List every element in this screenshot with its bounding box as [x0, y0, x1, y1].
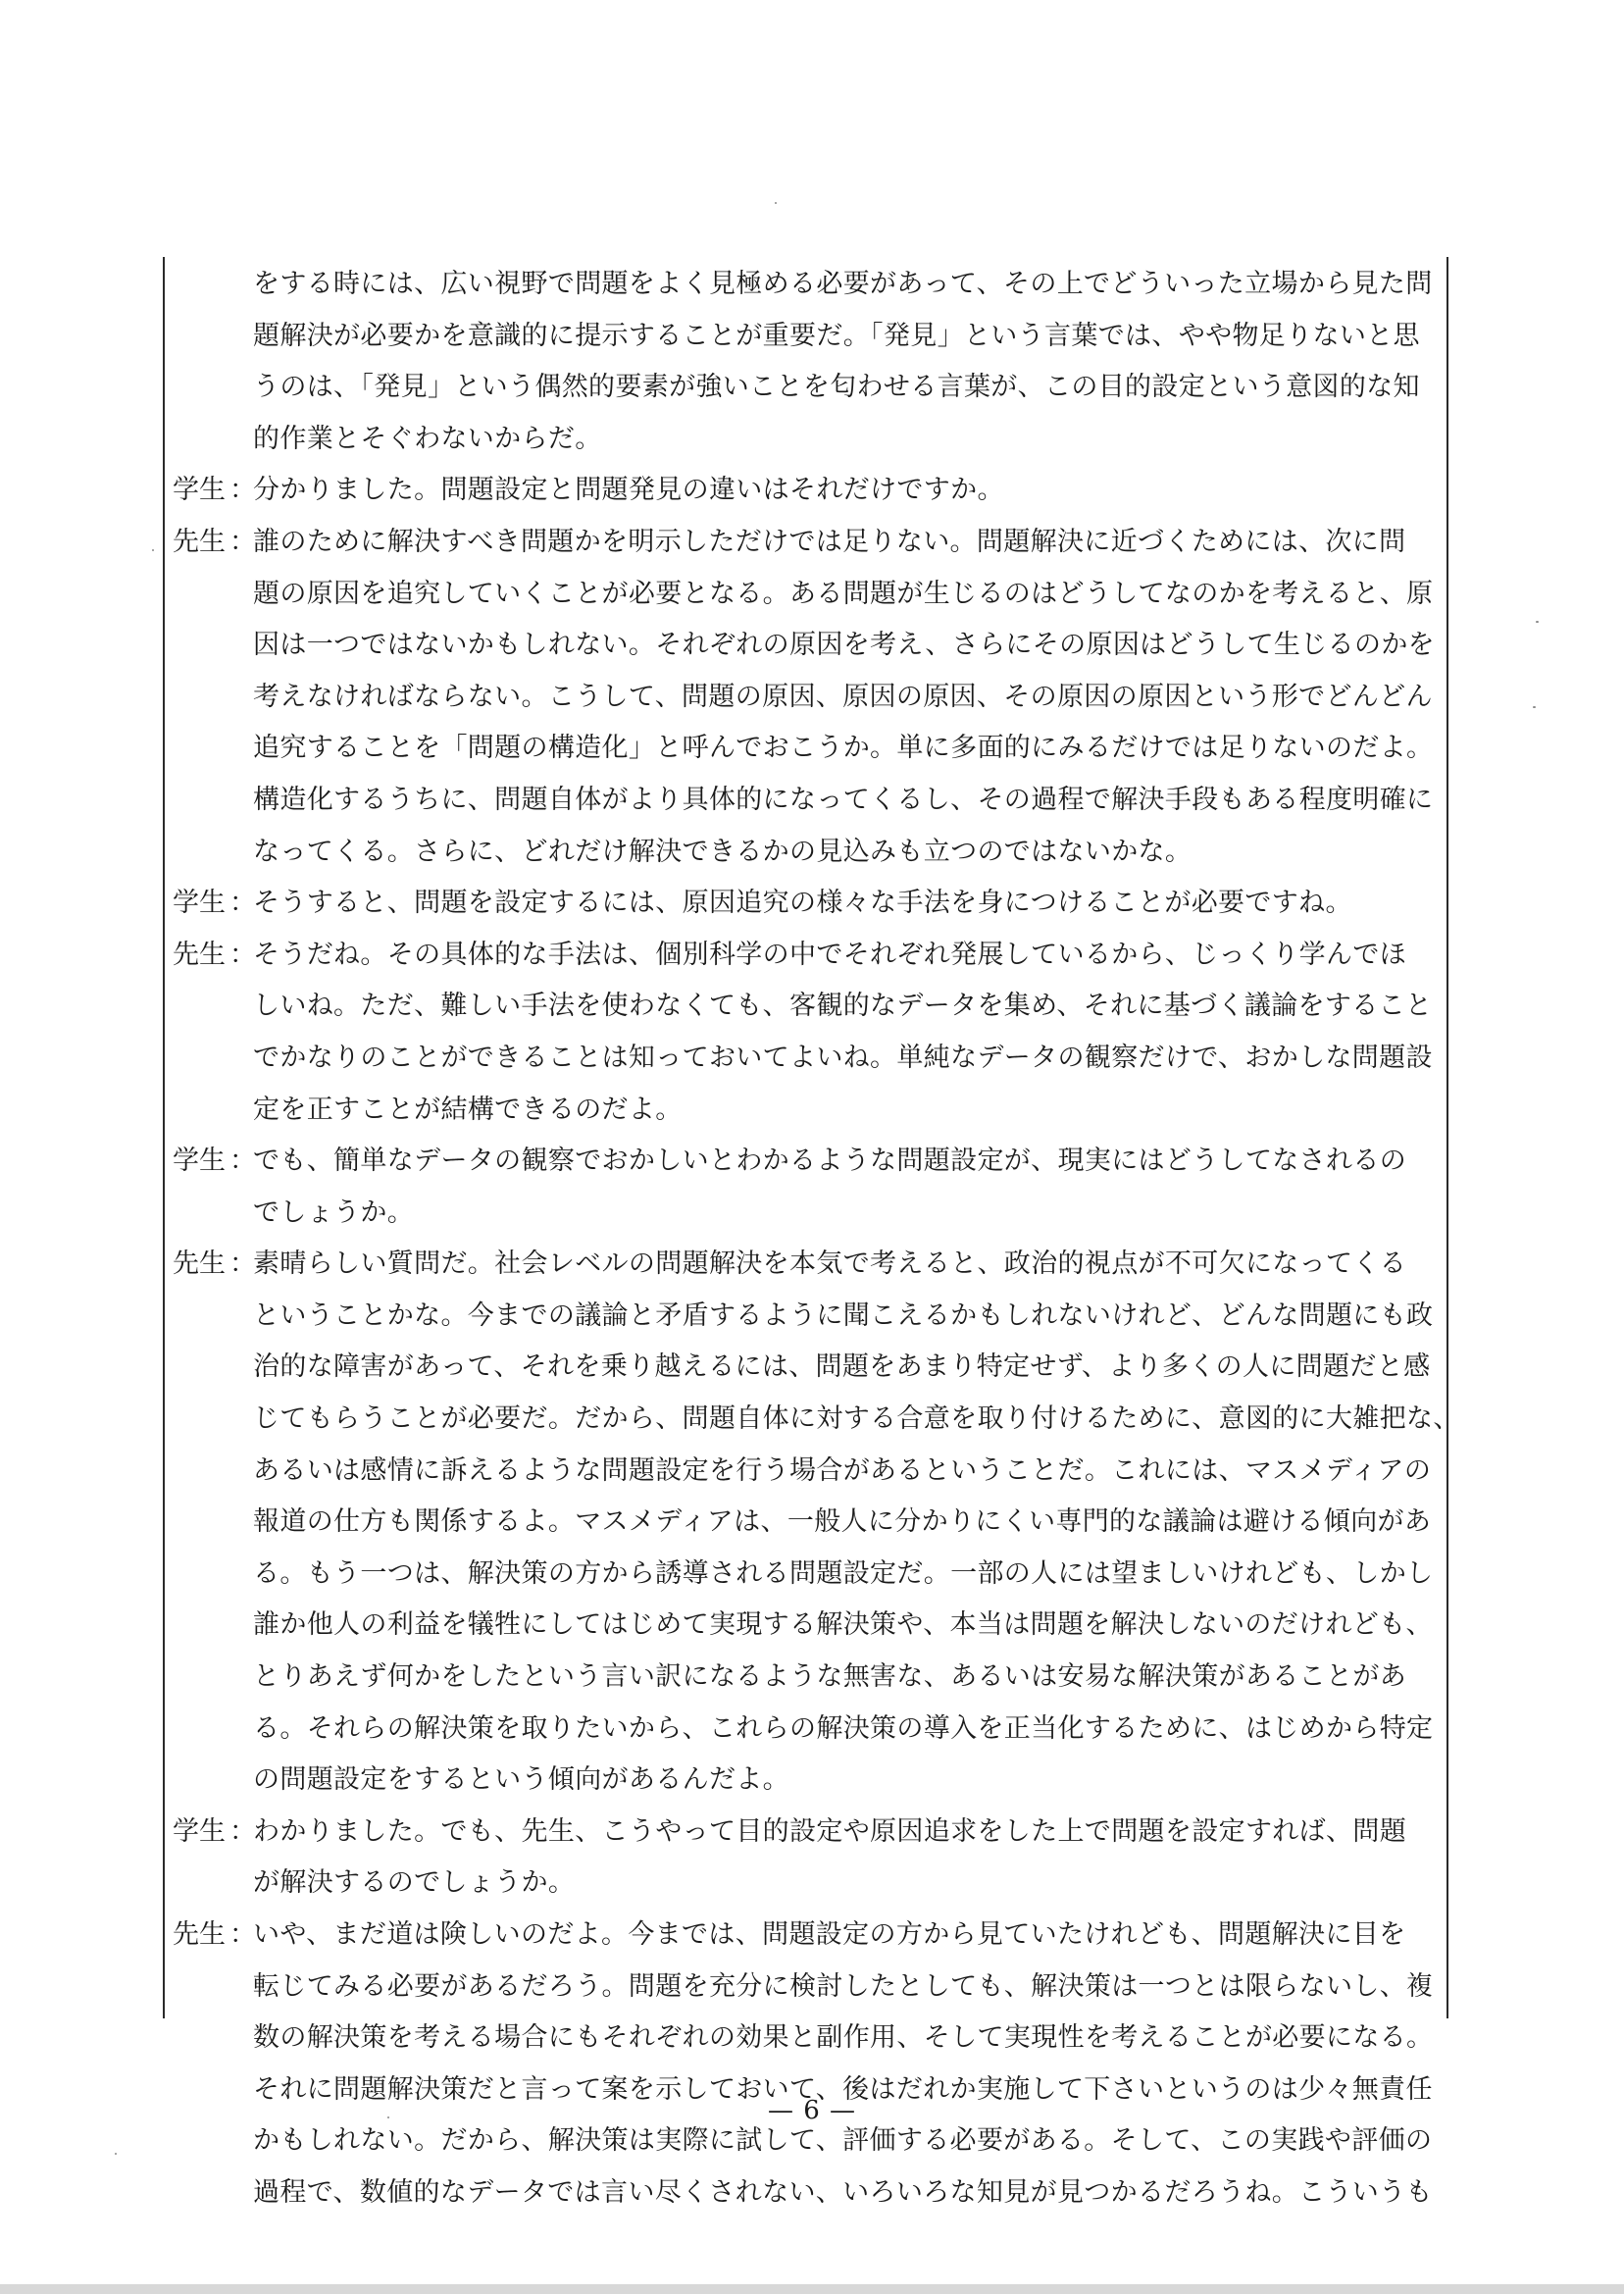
- text-line: でも、簡単なデータの観察でおかしいとわかるような問題設定が、現実にはどうしてなされるの: [253, 1146, 1407, 1177]
- speaker-label: [173, 465, 256, 517]
- scan-speck: [152, 549, 154, 551]
- page-number: — 6 —: [767, 2096, 857, 2125]
- text-line: でしょうか。: [253, 1197, 415, 1228]
- teacher-utterance: [173, 930, 1447, 1136]
- speaker-label: [173, 517, 256, 569]
- speaker-label: [173, 1239, 256, 1291]
- speaker-colon: ：: [229, 888, 256, 919]
- text-line: とりあえず何かをしたという言い訳になるような無害な、あるいは安易な解決策があることがあ: [253, 1661, 1407, 1693]
- utterance-body: [253, 517, 1447, 878]
- scan-speck: [775, 202, 777, 204]
- speaker-name: 先生: [173, 939, 226, 970]
- utterance-body: [253, 930, 1447, 1136]
- speaker-name: 先生: [173, 526, 226, 557]
- text-line: の問題設定をするという傾向があるんだよ。: [253, 1764, 789, 1796]
- text-line: 因は一つではないかもしれない。それぞれの原因を考え、さらにその原因はどうして生じるのかを: [253, 630, 1436, 661]
- utterance-body: [253, 878, 1447, 930]
- text-line: をする時には、広い視野で問題をよく見極める必要があって、その上でどういった立場から見た問: [253, 269, 1433, 299]
- text-line: 分かりました。問題設定と問題発見の違いはそれだけですか。: [253, 475, 1004, 506]
- text-line: ということかな。今までの議論と矛盾するように聞こえるかもしれないけれど、どんな問題にも政: [253, 1300, 1434, 1331]
- text-line: 題解決が必要かを意識的に提示することが重要だ。「発見」という言葉では、やや物足りないと思: [253, 320, 1420, 351]
- text-line: 的作業とそぐわないからだ。: [253, 423, 602, 454]
- continuation-paragraph: [173, 259, 1447, 465]
- text-line: それに問題解決策だと言って案を示しておいて、後はだれか実施して下さいというのは少々無責任: [253, 2073, 1433, 2105]
- speaker-colon: ：: [229, 1146, 256, 1177]
- text-line: 治的な障害があって、それを乗り越えるには、問題をあまり特定せず、より多くの人に問題だと感: [253, 1351, 1431, 1383]
- dialogue-list: [173, 465, 1460, 2218]
- left-margin-rule: [163, 257, 165, 2018]
- text-line: 定を正すことが結構できるのだよ。: [253, 1094, 683, 1125]
- scan-bottom-edge: [0, 2284, 1624, 2294]
- scan-speck: [1536, 621, 1539, 623]
- text-line: あるいは感情に訴えるような問題設定を行う場合があるということだ。これには、マスメディアの: [253, 1454, 1432, 1486]
- speaker-colon: ：: [229, 1815, 256, 1847]
- text-line: わかりました。でも、先生、こうやって目的設定や原因追求をした上で問題を設定すれば、問題: [253, 1815, 1407, 1847]
- speaker-label: [173, 878, 256, 930]
- text-line: そうすると、問題を設定するには、原因追究の様々な手法を身につけることが必要ですね。: [253, 888, 1352, 919]
- speaker-name: 学生: [173, 1146, 226, 1177]
- text-line: 追究することを「問題の構造化」と呼んでおこうか。単に多面的にみるだけでは足りないのだよ。: [253, 733, 1434, 764]
- student-utterance: [173, 1136, 1447, 1239]
- text-line: 数の解決策を考える場合にもそれぞれの効果と副作用、そして実現性を考えることが必要になる。: [253, 2022, 1434, 2054]
- utterance-body: [253, 1910, 1447, 2219]
- scan-speck: [1533, 706, 1536, 708]
- text-line: 誰か他人の利益を犠牲にしてはじめて実現する解決策や、本当は問題を解決しないのだけれども、: [253, 1609, 1433, 1641]
- dialogue-text: [173, 259, 1460, 2219]
- text-line: そうだね。その具体的な手法は、個別科学の中でそれぞれ発展しているから、じっくり学んでほ: [253, 939, 1407, 970]
- speaker-colon: ：: [229, 526, 256, 557]
- speaker-name: 学生: [173, 475, 226, 506]
- text-line: る。それらの解決策を取りたいから、これらの解決策の導入を正当化するために、はじめから特定: [253, 1712, 1434, 1744]
- speaker-name: 学生: [173, 888, 226, 919]
- text-line: 題の原因を追究していくことが必要となる。ある問題が生じるのはどうしてなのかを考えると、原: [253, 578, 1434, 609]
- text-line: でかなりのことができることは知っておいてよいね。単純なデータの観察だけで、おかしな問題設: [253, 1042, 1433, 1073]
- speaker-label: [173, 1807, 256, 1859]
- speaker-label: [173, 1136, 256, 1188]
- speaker-colon: ：: [229, 1919, 256, 1950]
- speaker-colon: ：: [229, 939, 256, 970]
- text-line: が解決するのでしょうか。: [253, 1867, 576, 1899]
- text-line: うのは、「発見」という偶然的要素が強いことを匂わせる言葉が、この目的設定という意図的な知: [253, 372, 1420, 403]
- text-line: 素晴らしい質問だ。社会レベルの問題解決を本気で考えると、政治的視点が不可欠になってくる: [253, 1249, 1407, 1280]
- text-line: じてもらうことが必要だ。だから、問題自体に対する合意を取り付けるために、意図的に大雑把な、: [253, 1403, 1460, 1435]
- teacher-utterance: [173, 1910, 1447, 2219]
- text-line: 構造化するうちに、問題自体がより具体的になってくるし、その過程で解決手段もある程度明確に: [253, 784, 1434, 815]
- teacher-utterance: [173, 517, 1447, 878]
- speaker-label: [173, 930, 256, 982]
- text-line: 転じてみる必要があるだろう。問題を充分に検討したとしても、解決策は一つとは限らないし、複: [253, 1970, 1434, 2002]
- scan-speck: [115, 2153, 117, 2155]
- speaker-name: 先生: [173, 1919, 226, 1950]
- utterance-body: [253, 465, 1447, 517]
- text-line: いや、まだ道は険しいのだよ。今までは、問題設定の方から見ていたけれども、問題解決に目を: [253, 1919, 1406, 1950]
- text-line: しいね。ただ、難しい手法を使わなくても、客観的なデータを集め、それに基づく議論をすること: [253, 991, 1433, 1022]
- utterance-body: [253, 1807, 1447, 1910]
- text-line: 報道の仕方も関係するよ。マスメディアは、一般人に分かりにくい専門的な議論は避ける傾向があ: [253, 1506, 1432, 1538]
- text-line: 誰のために解決すべき問題かを明示しただけでは足りない。問題解決に近づくためには、次に問: [253, 526, 1406, 557]
- speaker-name: 先生: [173, 1249, 226, 1280]
- speaker-colon: ：: [229, 1249, 256, 1280]
- utterance-body: [253, 1239, 1460, 1807]
- text-line: る。もう一つは、解決策の方から誘導される問題設定だ。一部の人には望ましいけれども、しかし: [253, 1557, 1434, 1589]
- text-line: かもしれない。だから、解決策は実際に試して、評価する必要がある。そして、この実践や評価の: [253, 2125, 1433, 2157]
- speaker-name: 学生: [173, 1815, 226, 1847]
- text-line: なってくる。さらに、どれだけ解決できるかの見込みも立つのではないかな。: [253, 836, 1193, 867]
- text-line: 過程で、数値的なデータでは言い尽くされない、いろいろな知見が見つかるだろうね。こういうも: [253, 2176, 1433, 2208]
- student-utterance: [173, 1807, 1447, 1910]
- text-line: 考えなければならない。こうして、問題の原因、原因の原因、その原因の原因という形でどんどん: [253, 681, 1433, 712]
- speaker-label: [173, 1910, 256, 1962]
- utterance-body: [253, 1136, 1447, 1239]
- scan-speck: [387, 2116, 389, 2118]
- teacher-utterance: [173, 1239, 1460, 1807]
- speaker-colon: ：: [229, 475, 256, 506]
- student-utterance: [173, 465, 1447, 517]
- student-utterance: [173, 878, 1447, 930]
